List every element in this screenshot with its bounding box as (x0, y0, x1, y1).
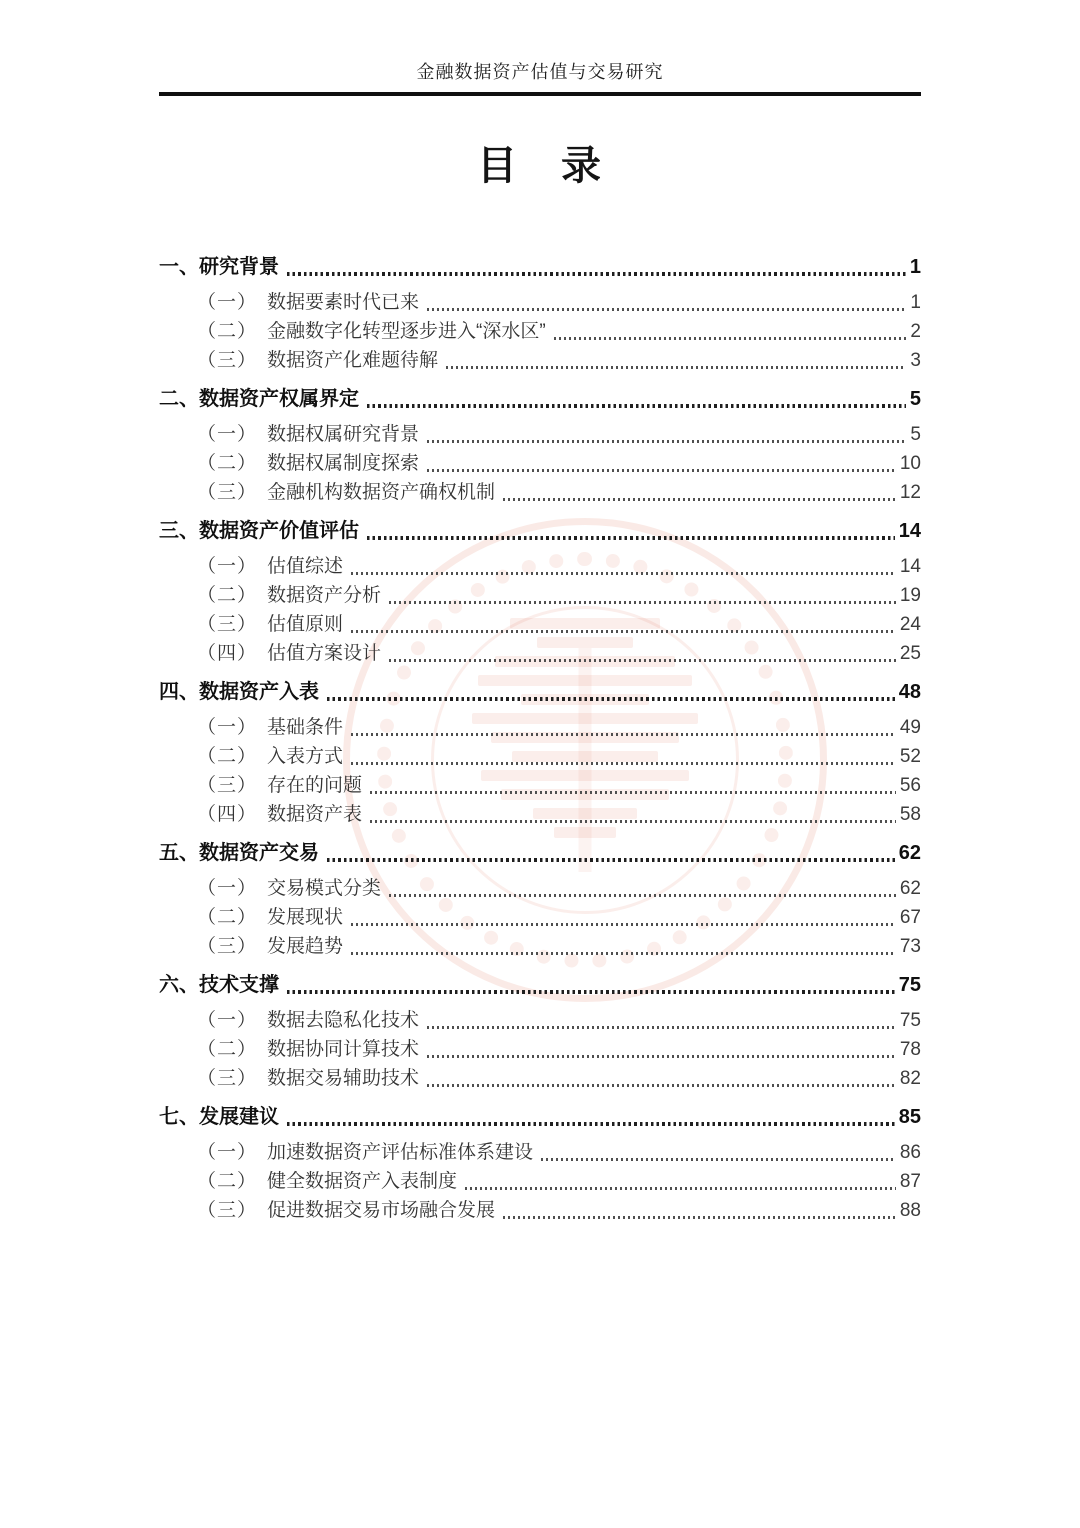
toc-item-page-number: 49 (899, 717, 921, 738)
toc-item-number: （三） (197, 482, 258, 503)
toc-section-row (159, 839, 921, 868)
toc-item-row (159, 932, 921, 961)
toc-item-number: （一） (197, 292, 258, 313)
dot-leader (351, 952, 896, 955)
toc-item-number: （一） (197, 424, 258, 445)
toc-item-row (159, 610, 921, 639)
toc-item-label: 基础条件 (267, 717, 344, 738)
dot-leader (370, 791, 896, 794)
toc-item-label: 数据交易辅助技术 (267, 1068, 420, 1089)
dot-leader (503, 1216, 896, 1219)
dot-leader (351, 572, 896, 575)
toc-section-label: 发展建议 (199, 1106, 279, 1128)
toc-section-row (159, 517, 921, 546)
toc-item-row (159, 581, 921, 610)
toc-item-number: （三） (197, 936, 258, 957)
toc-item-page-number: 62 (899, 878, 921, 899)
toc-item-label: 估值原则 (267, 614, 344, 635)
toc-item-page-number: 2 (910, 321, 921, 342)
toc-item-page-number: 24 (899, 614, 921, 635)
dot-leader (427, 1084, 896, 1087)
toc-item-page-number: 87 (899, 1171, 921, 1192)
toc-item-number: （一） (197, 556, 258, 577)
dot-leader (351, 630, 896, 633)
toc-item-page-number: 19 (899, 585, 921, 606)
toc-section-page-number: 1 (909, 256, 921, 278)
toc-item-label: 数据资产分析 (267, 585, 382, 606)
toc-item-row (159, 478, 921, 507)
toc-section-label: 数据资产交易 (199, 842, 319, 864)
toc-item-number: （一） (197, 878, 258, 899)
toc-item-row (159, 713, 921, 742)
toc-item-page-number: 88 (899, 1200, 921, 1221)
toc-item-label: 加速数据资产评估标准体系建设 (267, 1142, 534, 1163)
toc-item-page-number: 78 (899, 1039, 921, 1060)
toc-item-number: （二） (197, 1039, 258, 1060)
toc-section-number: 七、 (159, 1106, 199, 1128)
toc-item-number: （三） (197, 1068, 258, 1089)
toc-item-page-number: 14 (899, 556, 921, 577)
toc-item-row (159, 800, 921, 829)
header-rule (159, 92, 921, 96)
dot-leader (367, 404, 906, 408)
toc-item-number: （二） (197, 585, 258, 606)
toc-item-row (159, 639, 921, 668)
toc-item-page-number: 73 (899, 936, 921, 957)
toc-item-number: （二） (197, 746, 258, 767)
toc-section-page-number: 85 (898, 1106, 921, 1128)
dot-leader (287, 272, 906, 276)
toc-item-label: 数据权属制度探索 (267, 453, 420, 474)
toc-section-label: 数据资产权属界定 (199, 388, 359, 410)
toc-section-row (159, 971, 921, 1000)
toc-item-label: 数据要素时代已来 (267, 292, 420, 313)
dot-leader (389, 894, 896, 897)
toc-item-label: 发展趋势 (267, 936, 344, 957)
dot-leader (427, 1055, 896, 1058)
toc-item-number: （一） (197, 1010, 258, 1031)
toc-section-row (159, 1103, 921, 1132)
dot-leader (351, 762, 896, 765)
toc-section-page-number: 5 (909, 388, 921, 410)
dot-leader (287, 1122, 895, 1126)
toc-item-number: （二） (197, 1171, 258, 1192)
toc-item-label: 数据去隐私化技术 (267, 1010, 420, 1031)
toc-section-label: 研究背景 (199, 256, 279, 278)
running-header-title: 金融数据资产估值与交易研究 (416, 62, 664, 82)
toc-item-label: 发展现状 (267, 907, 344, 928)
toc-section-number: 五、 (159, 842, 199, 864)
toc-item-label: 存在的问题 (267, 775, 363, 796)
toc-item-row (159, 317, 921, 346)
toc-item-row (159, 420, 921, 449)
toc-item-row (159, 1196, 921, 1225)
toc-section-label: 数据资产价值评估 (199, 520, 359, 542)
toc-section-number: 二、 (159, 388, 199, 410)
toc-section-page-number: 62 (898, 842, 921, 864)
toc-item-label: 交易模式分类 (267, 878, 382, 899)
toc-item-page-number: 25 (899, 643, 921, 664)
toc-item-number: （四） (197, 804, 258, 825)
toc-item-row (159, 1138, 921, 1167)
toc-item-page-number: 5 (910, 424, 921, 445)
toc-item-page-number: 52 (899, 746, 921, 767)
toc-item-label: 数据资产表 (267, 804, 363, 825)
toc-item-number: （一） (197, 717, 258, 738)
dot-leader (327, 858, 895, 862)
toc-item-row (159, 1064, 921, 1093)
toc-item-number: （二） (197, 321, 258, 342)
dot-leader (351, 733, 896, 736)
toc-item-label: 金融机构数据资产确权机制 (267, 482, 496, 503)
toc-section-number: 四、 (159, 681, 199, 703)
toc-item-label: 数据协同计算技术 (267, 1039, 420, 1060)
toc-item-row (159, 288, 921, 317)
toc-item-row (159, 1035, 921, 1064)
toc-item-page-number: 1 (910, 292, 921, 313)
toc-item-page-number: 82 (899, 1068, 921, 1089)
toc-item-number: （一） (197, 1142, 258, 1163)
toc-section-page-number: 75 (898, 974, 921, 996)
dot-leader (427, 1026, 896, 1029)
toc-item-row (159, 874, 921, 903)
toc-item-page-number: 67 (899, 907, 921, 928)
dot-leader (554, 337, 907, 340)
toc-section-number: 三、 (159, 520, 199, 542)
toc-item-page-number: 75 (899, 1010, 921, 1031)
dot-leader (446, 366, 906, 369)
toc-section-page-number: 14 (898, 520, 921, 542)
toc-item-number: （三） (197, 614, 258, 635)
toc-item-page-number: 58 (899, 804, 921, 825)
toc-item-page-number: 3 (910, 350, 921, 371)
dot-leader (503, 498, 896, 501)
toc (159, 253, 921, 1225)
toc-section-page-number: 48 (898, 681, 921, 703)
toc-item-row (159, 346, 921, 375)
toc-item-label: 数据权属研究背景 (267, 424, 420, 445)
toc-section-number: 一、 (159, 256, 199, 278)
toc-item-number: （三） (197, 1200, 258, 1221)
toc-section-row (159, 385, 921, 414)
toc-section-row (159, 253, 921, 282)
toc-item-page-number: 12 (899, 482, 921, 503)
dot-leader (287, 990, 895, 994)
toc-item-label: 金融数字化转型逐步进入“深水区” (267, 321, 546, 342)
toc-item-row (159, 1167, 921, 1196)
dot-leader (427, 308, 906, 311)
toc-item-number: （二） (197, 907, 258, 928)
toc-section-row (159, 678, 921, 707)
dot-leader (541, 1158, 896, 1161)
toc-item-row (159, 449, 921, 478)
toc-section-label: 数据资产入表 (199, 681, 319, 703)
dot-leader (427, 469, 896, 472)
toc-item-label: 估值综述 (267, 556, 344, 577)
toc-item-row (159, 903, 921, 932)
toc-item-row (159, 742, 921, 771)
toc-section-number: 六、 (159, 974, 199, 996)
toc-item-row (159, 771, 921, 800)
toc-item-label: 估值方案设计 (267, 643, 382, 664)
dot-leader (351, 923, 896, 926)
toc-item-number: （三） (197, 775, 258, 796)
toc-item-number: （四） (197, 643, 258, 664)
toc-item-row (159, 1006, 921, 1035)
toc-item-row (159, 552, 921, 581)
toc-item-label: 促进数据交易市场融合发展 (267, 1200, 496, 1221)
dot-leader (367, 536, 895, 540)
dot-leader (427, 440, 906, 443)
toc-item-label: 健全数据资产入表制度 (267, 1171, 458, 1192)
toc-item-label: 入表方式 (267, 746, 344, 767)
dot-leader (370, 820, 896, 823)
dot-leader (389, 601, 896, 604)
toc-section-label: 技术支撑 (199, 974, 279, 996)
dot-leader (389, 659, 896, 662)
toc-item-number: （三） (197, 350, 258, 371)
toc-item-page-number: 10 (899, 453, 921, 474)
dot-leader (327, 697, 895, 701)
toc-item-page-number: 86 (899, 1142, 921, 1163)
toc-item-number: （二） (197, 453, 258, 474)
toc-item-label: 数据资产化难题待解 (267, 350, 439, 371)
page-title: 目 录 (477, 144, 603, 188)
dot-leader (465, 1187, 896, 1190)
toc-item-page-number: 56 (899, 775, 921, 796)
